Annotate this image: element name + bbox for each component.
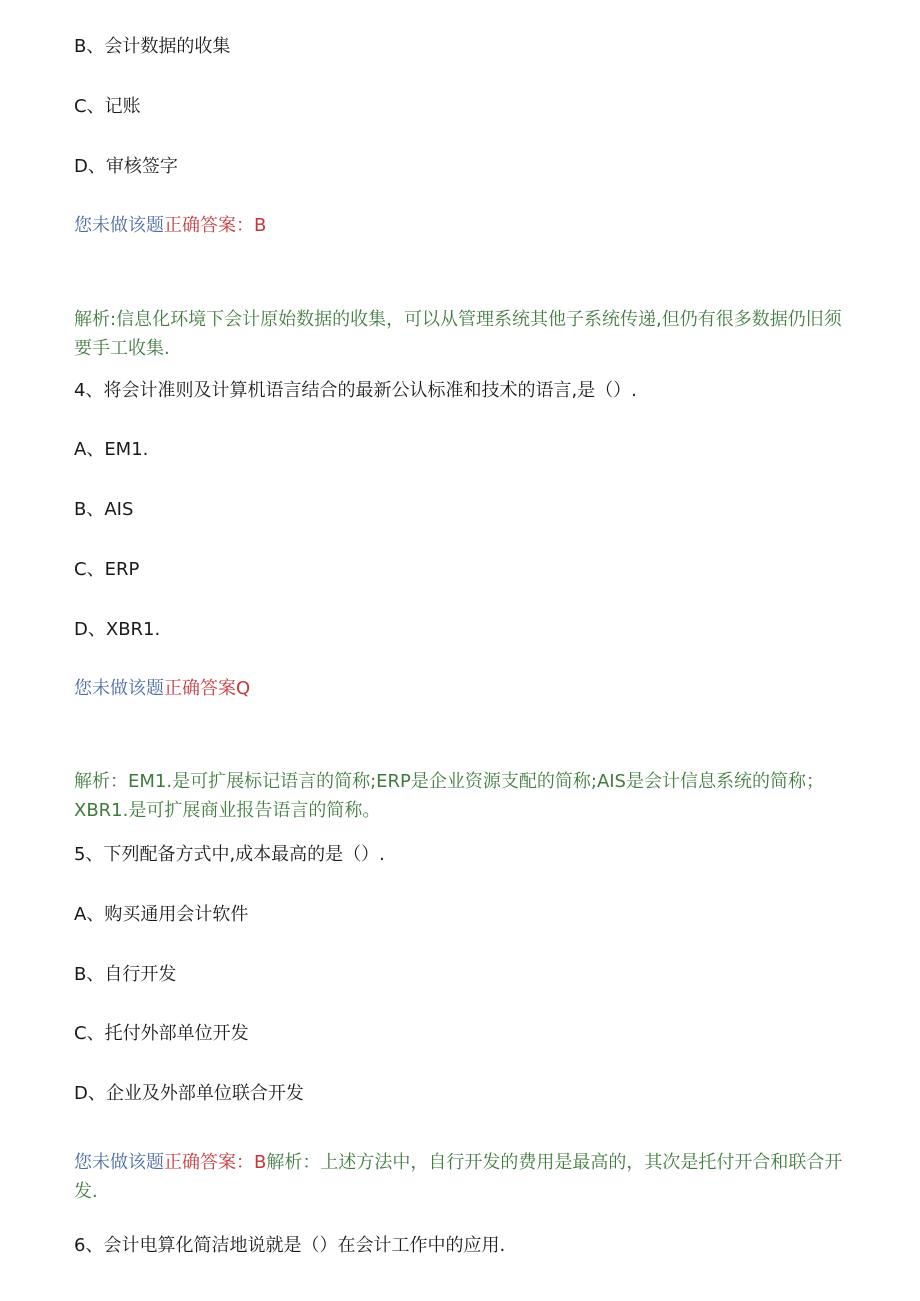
q3-answer-line <box>74 214 266 238</box>
q3-analysis: 解析:信息化环境下会计原始数据的收集，可以从管理系统其他子系统传递,但仍有很多数据仍旧须要手工收集. <box>74 309 842 359</box>
q5-correct-answer: 正确答案：B <box>164 1152 267 1173</box>
q4-option-d: D、XBR1. <box>74 619 161 640</box>
q5-option-a: A、购买通用会计软件 <box>74 904 249 925</box>
q5-option-c: C、托付外部单位开发 <box>74 1023 249 1044</box>
q4-not-done-label: 您未做该题 <box>74 678 164 699</box>
q4-option-b: B、AIS <box>74 499 134 520</box>
q3-not-done-label: 您未做该题 <box>74 215 164 236</box>
q5-answer-block <box>74 1148 854 1206</box>
q5-option-d: D、企业及外部单位联合开发 <box>74 1083 304 1104</box>
q4-option-c: C、ERP <box>74 559 140 580</box>
q5-option-b: B、自行开发 <box>74 964 177 985</box>
q4-question: 4、将会计准则及计算机语言结合的最新公认标准和技术的语言,是（）. <box>74 380 637 401</box>
q4-analysis: 解析：EM1.是可扩展标记语言的简称;ERP是企业资源支配的简称;AIS是会计信息系统的简称；XBR1.是可扩展商业报告语言的简称。 <box>74 771 824 821</box>
q3-option-b: B、会计数据的收集 <box>74 36 231 57</box>
q5-question: 5、下列配备方式中,成本最高的是（）. <box>74 844 385 865</box>
q4-correct-answer: 正确答案Q <box>164 678 251 699</box>
q5-analysis: 解析：上述方法中，自行开发的费用是最高的，其次是托付开合和联合开发. <box>74 1152 843 1202</box>
q5-not-done-label: 您未做该题 <box>74 1152 164 1173</box>
q4-answer-line <box>74 677 250 701</box>
q3-option-c: C、记账 <box>74 96 141 117</box>
q3-correct-answer: 正确答案：B <box>164 215 267 236</box>
q3-option-d: D、审核签字 <box>74 156 178 177</box>
q4-option-a: A、EM1. <box>74 439 149 460</box>
q6-question: 6、会计电算化简洁地说就是（）在会计工作中的应用. <box>74 1235 506 1256</box>
